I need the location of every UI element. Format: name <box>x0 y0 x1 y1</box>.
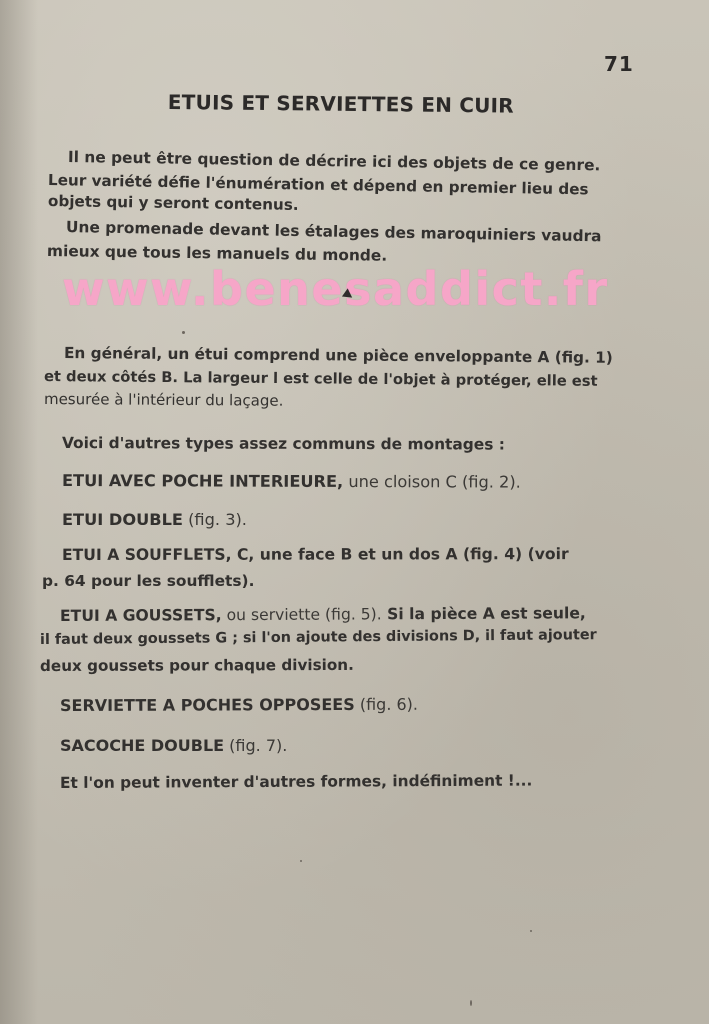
item-etui-goussets-head: ETUI A GOUSSETS, <box>59 606 222 625</box>
item-sacoche-rest: (fig. 7). <box>224 736 288 755</box>
paper-speck <box>470 1000 472 1006</box>
item-serviette-rest: (fig. 6). <box>354 694 419 714</box>
item-etui-goussets-tail: Si la pièce A est seule, <box>381 604 586 624</box>
intro-line-5: mieux que tous les manuels du monde. <box>46 242 388 265</box>
item-sacoche <box>60 736 287 755</box>
item-sacoche-head: SACOCHE DOUBLE <box>60 736 225 755</box>
closing-line: Et l'on peut inventer d'autres formes, indéfiniment !... <box>59 771 533 792</box>
intro-line-2: Leur variété défie l'énumération et dépend en premier lieu des <box>47 171 589 199</box>
item-etui-soufflets-line-2: p. 64 pour les soufflets). <box>42 572 255 590</box>
item-serviette <box>60 695 418 715</box>
item-etui-goussets-line-2: il faut deux goussets G ; si l'on ajoute des divisions D, il faut ajouter <box>39 627 597 648</box>
item-etui-goussets-line-1 <box>60 604 586 625</box>
item-serviette-head: SERVIETTE A POCHES OPPOSEES <box>59 694 355 715</box>
intro-line-3: objets qui y seront contenus. <box>47 192 299 214</box>
page-number: 71 <box>604 52 634 76</box>
item-etui-double <box>62 510 247 529</box>
types-intro: Voici d'autres types assez communs de montages : <box>61 434 505 454</box>
intro-line-1: Il ne peut être question de décrire ici des objets de ce genre. <box>67 148 601 175</box>
page-title: ETUIS ET SERVIETTES EN CUIR <box>167 90 514 118</box>
paper-speck <box>530 930 532 932</box>
paper-speck <box>300 860 302 862</box>
intro-line-4: Une promenade devant les étalages des maroquiniers vaudra <box>65 218 602 246</box>
item-etui-goussets-line-3: deux goussets pour chaque division. <box>39 655 354 675</box>
item-etui-soufflets-line-1: ETUI A SOUFFLETS, C, une face B et un dos A (fig. 4) (voir <box>61 545 569 564</box>
item-etui-double-rest: (fig. 3). <box>182 510 247 529</box>
general-line-1: En général, un étui comprend une pièce enveloppante A (fig. 1) <box>63 344 613 367</box>
watermark-url: www.benesaddict.fr <box>62 262 609 316</box>
general-line-3: mesurée à l'intérieur du laçage. <box>43 390 284 410</box>
item-etui-goussets-mid: ou serviette (fig. 5). <box>221 605 382 625</box>
paper-speck <box>182 331 185 334</box>
item-etui-poche-head: ETUI AVEC POCHE INTERIEURE, <box>61 471 344 491</box>
general-line-2: et deux côtés B. La largeur l est celle de l'objet à protéger, elle est <box>43 368 598 390</box>
item-etui-poche-rest: une cloison C (fig. 2). <box>343 471 521 492</box>
item-etui-poche <box>62 471 521 492</box>
item-etui-double-head: ETUI DOUBLE <box>62 510 183 529</box>
